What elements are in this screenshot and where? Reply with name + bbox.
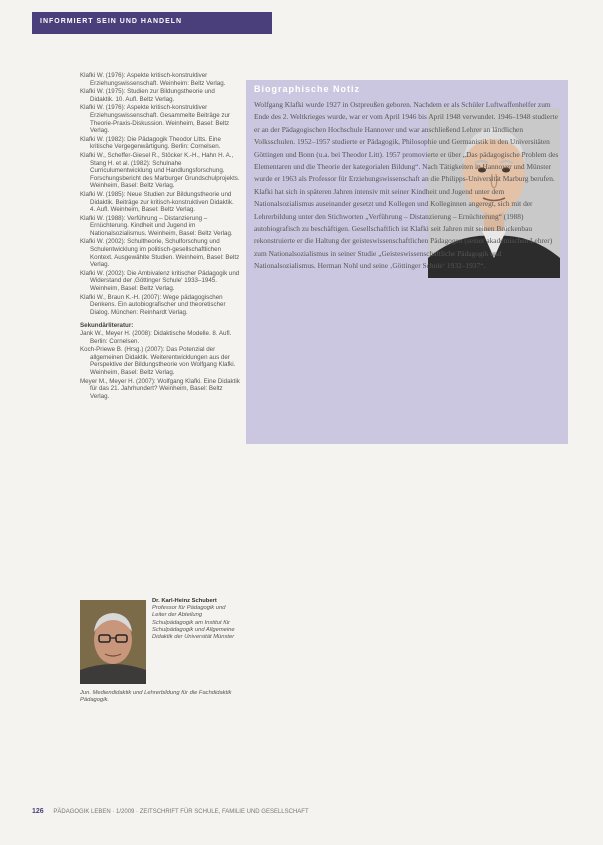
secondary-reference-item: Jank W., Meyer H. (2008): Didaktische Modelle. 8. Aufl. Berlin: Cornelsen.: [80, 330, 232, 345]
reference-item: Klafki W. (1982): Die Pädagogik Theodor Litts. Eine kritische Vergegenwärtigung. Berlin: Cornelsen.: [80, 135, 221, 151]
author-bio: Professor für Pädagogik und Leiter der Abteilung Schulpädagogik am Institut für Schulpädagogik und Allgemeine Didaktik der Universität Münster: [152, 605, 235, 641]
reference-item: Klafki W., Scheffer-Giesel R., Stöcker K.-H., Hahn H. A., Stang H. et al. (1982): Schulnahe Curriculumentwicklung und Handlungsforschung. Forschungsbericht des Marburger Grundschulprojekts. Weinheim, Basel: Beltz Verlag.: [80, 151, 240, 190]
section-label: INFORMIERT SEIN UND HANDELN: [40, 18, 183, 25]
author-block: [152, 598, 240, 641]
biography-paragraph: Klafki hat sich in späteren Jahren intensiv mit seiner Kindheit und Jugend unter dem Nationalsozialismus auseinander gesetzt und Kollegen und Kolleginnen angeregt, sich mit der Lehrerbildung unter den Stichworten „Verführung – Distanzierung – Ernüchterung“ (1988) autobiografisch zu beschäftigen. Gesellschaftlich ist Klafki seit Jahren mit seinen Brückenbau rekonstruierte er die Haltung der geisteswissenschaftlichen Pädagogen (seiner akademischen Lehrer) zum Nationalsozialismus in seiner Studie „Geisteswissenschaftliche Pädagogik und Nationalsozialismus. Herman Nohl und seine ‚Göttinger Schule‘ 1932–1937“.: [254, 186, 553, 271]
author-bio-continuation: Jun. Mediendidaktik und Lehrerbildung für die Fachdidaktik Pädagogik.: [80, 690, 232, 704]
footer-text: PÄDAGOGIK LEBEN · 1/2009 · ZEITSCHRIFT FÜR SCHULE, FAMILIE UND GESELLSCHAFT: [53, 809, 309, 815]
author-name: Dr. Karl-Heinz Schubert: [152, 598, 217, 604]
page-footer: [32, 808, 309, 815]
reference-item: Klafki W. (2002): Die Ambivalenz kritischer Pädagogik und Widerstand der ‚Göttinger Schule‘ 1933–1945. Weinheim, Basel: Beltz Verlag.: [80, 269, 240, 293]
secondary-literature-heading: Sekundärliteratur:: [80, 322, 134, 330]
section-header-bar: [32, 12, 272, 34]
reference-item: Klafki W. (1985): Neue Studien zur Bildungstheorie und Didaktik. Beiträge zur kritisch-konstruktiven Didaktik. 4. Aufl. Weinheim, Basel: Beltz Verlag.: [80, 190, 234, 214]
reference-item: Klafki W. (2002): Schultheorie, Schulforschung und Schulentwicklung im politisch-gesellschaftlichen Kontext. Ausgewählte Studien. Weinheim, Basel: Beltz Verlag.: [80, 238, 240, 269]
biography-paragraph: Wolfgang Klafki wurde 1927 in Ostpreußen geboren. Nachdem er als Schüler Luftwaffenhelfer zum Ende des 2. Weltkrieges wurde, war er vom April 1946 bis April 1948 verwundet. 1946–1948 studierte er an der Pädagogischen Hochschule Hannover und war anschließend Lehrer an ländlichen Volksschulen. 1952–1957 studierte er Pädagogik, Philosophie und Germanistik in den Universitäten Göttingen und Bonn (u.a. bei Theodor Litt). 1957 promovierte er über „Das pädagogische Problem des Elementaren und die Theorie der kategorialen Bildung“. Nach Tätigkeiten in Hannover und Münster wurde er 1963 als Professor für Erziehungswissenschaft an die Philipps-Universität Marburg berufen.: [254, 100, 559, 184]
biography-title: Biographische Notiz: [254, 84, 361, 94]
biography-text: [254, 99, 564, 273]
author-photo: [80, 600, 146, 684]
references-column: [80, 72, 240, 401]
reference-item: Klafki W. (1975): Studien zur Bildungstheorie und Didaktik. 10. Aufl. Beltz Verlag.: [80, 88, 215, 103]
secondary-reference-item: Meyer M., Meyer H. (2007): Wolfgang Klafki. Eine Didaktik für das 21. Jahrhundert? Weinheim, Basel: Beltz Verlag.: [80, 377, 240, 400]
reference-item: Klafki W., Braun K.-H. (2007): Wege pädagogischen Denkens. Ein autobiografischer und theoretischer Dialog. München: Reinhardt Verlag.: [80, 293, 226, 316]
reference-item: Klafki W. (1988): Verführung – Distanzierung – Ernüchterung. Kindheit und Jugend im Nationalsozialismus. Weinheim, Basel: Beltz Verlag.: [80, 214, 233, 237]
secondary-reference-item: Koch-Priewe B. (Hrsg.) (2007): Das Potenzial der allgemeinen Didaktik. Weiterentwicklungen aus der Perspektive der Bildungstheorie von Wolfgang Klafki. Weinheim, Basel: Beltz Verlag.: [80, 346, 236, 376]
page-number: 126: [32, 808, 44, 815]
reference-item: Klafki W. (1976): Aspekte kritisch-konstruktiver Erziehungswissenschaft. Gesammelte Beiträge zur Theorie-Praxis-Diskussion. Weinheim, Basel: Beltz Verlag.: [80, 104, 230, 135]
reference-item: Klafki W. (1976): Aspekte kritisch-konstruktiver Erziehungswissenschaft. Weinheim: Beltz Verlag.: [80, 72, 226, 87]
